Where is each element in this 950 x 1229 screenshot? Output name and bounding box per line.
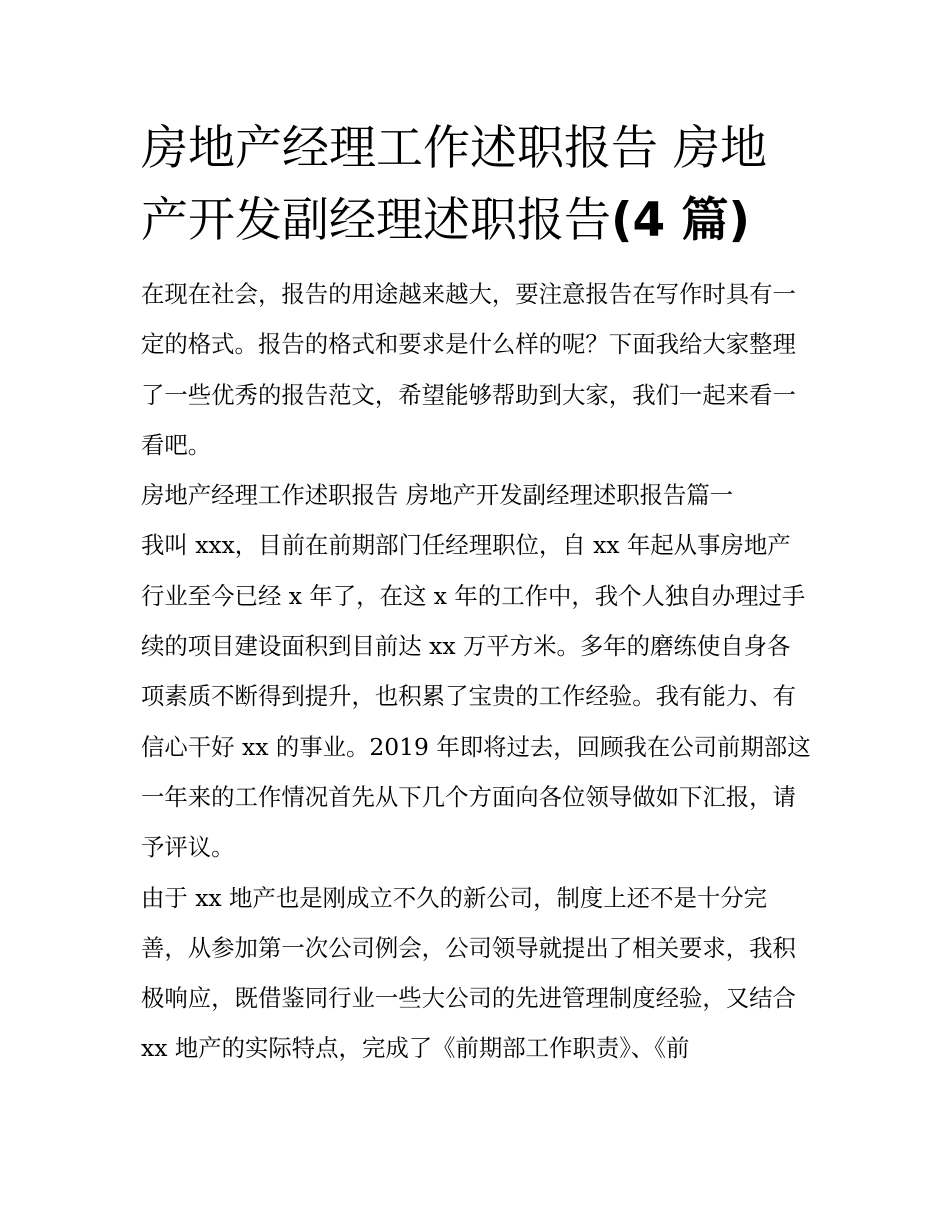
body-paragraph: 我叫 xxx，目前在前期部门任经理职位，自 xx 年起从事房地产行业至今已经 x 年了，在这 x 年的工作中，我个人独自办理过手续的项目建设面积到目前达 xx 万平方米。多年的磨练使自身各项素质不断得到提升，也积累了宝贵的工作经验。我有能力、有信心干好 xx 的事业。2019 年即将过去，回顾我在公司前期部这一年来的工作情况首先从下几个方面向各位领导做如下汇报，请予评议。: [141, 531, 811, 862]
title-suffix-text: (4 篇): [611, 193, 751, 248]
section-heading: 房地产经理工作述职报告 房地产开发副经理述职报告篇一: [141, 481, 734, 510]
title-main-text: 房地产经理工作述职报告 房地产开发副经理述职报告: [141, 121, 767, 248]
intro-paragraph: 在现在社会，报告的用途越来越大，要注意报告在写作时具有一定的格式。报告的格式和要求是什么样的呢？下面我给大家整理了一些优秀的报告范文，希望能够帮助到大家，我们一起来看一看吧。: [141, 280, 796, 459]
document-body: [141, 113, 813, 1074]
body-paragraph: 由于 xx 地产也是刚成立不久的新公司，制度上还不是十分完善，从参加第一次公司例会，公司领导就提出了相关要求，我积极响应，既借鉴同行业一些大公司的先进管理制度经验，又结合 xx 地产的实际特点，完成了《前期部工作职责》、《前: [141, 883, 796, 1063]
document-title: [141, 113, 813, 257]
